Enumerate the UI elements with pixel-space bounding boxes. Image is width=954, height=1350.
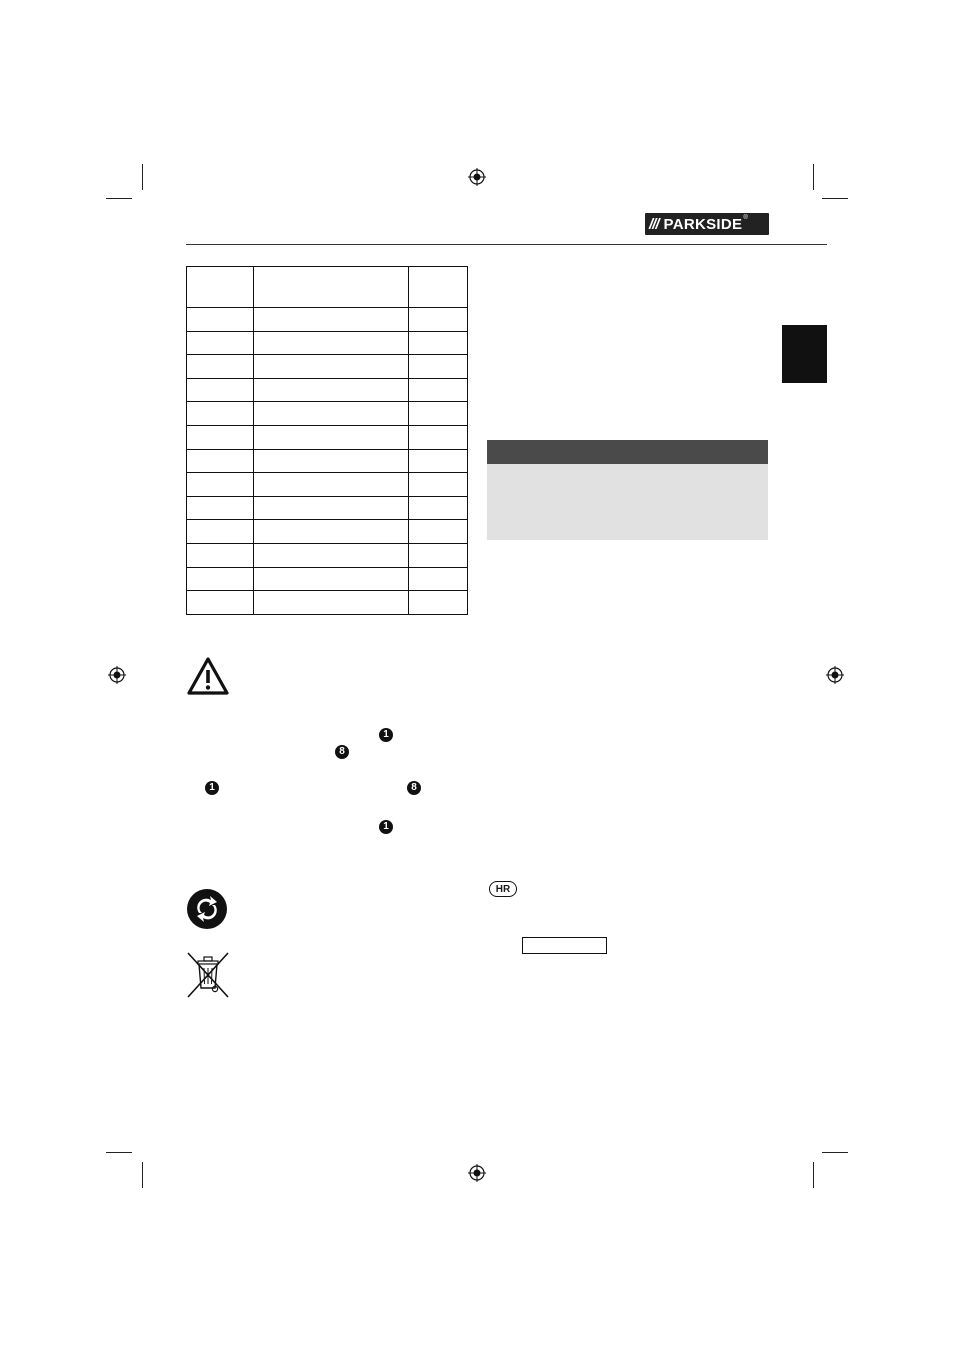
table-cell <box>187 496 254 520</box>
table-cell <box>254 520 409 544</box>
table-cell <box>187 378 254 402</box>
table-row <box>187 591 468 615</box>
table-cell <box>187 331 254 355</box>
language-badge-hr: HR <box>489 881 517 897</box>
table-cell <box>254 473 409 497</box>
note-box-body <box>487 464 768 540</box>
crop-mark <box>106 198 132 199</box>
logo-trademark: ® <box>743 215 748 221</box>
crossed-out-wheelie-bin-icon <box>186 951 230 1004</box>
table-cell <box>409 355 468 379</box>
registration-mark-icon <box>468 1164 486 1182</box>
table-cell <box>409 378 468 402</box>
language-side-tab <box>782 325 827 383</box>
table-header-cell <box>254 267 409 308</box>
table-cell <box>254 308 409 332</box>
table-cell <box>254 355 409 379</box>
table-cell <box>409 449 468 473</box>
marker-number-1: 1 <box>379 728 393 742</box>
table-cell <box>254 544 409 568</box>
table-row <box>187 402 468 426</box>
empty-text-box <box>522 937 607 954</box>
table-cell <box>254 496 409 520</box>
table-cell <box>254 449 409 473</box>
table-cell <box>254 426 409 450</box>
table-row <box>187 378 468 402</box>
warning-triangle-icon <box>186 656 230 701</box>
crop-mark <box>106 1152 132 1153</box>
crop-mark <box>822 198 848 199</box>
table-cell <box>187 567 254 591</box>
table-header-row <box>187 267 468 308</box>
table-cell <box>409 591 468 615</box>
marker-number-8: 8 <box>335 745 349 759</box>
note-box-header <box>487 440 768 464</box>
table-row <box>187 426 468 450</box>
crop-mark <box>813 164 814 190</box>
table-header-cell <box>409 267 468 308</box>
crop-mark <box>822 1152 848 1153</box>
table-row <box>187 355 468 379</box>
logo-slashes: /// <box>649 215 659 233</box>
table-cell <box>187 520 254 544</box>
crop-mark <box>813 1162 814 1188</box>
table-cell <box>409 308 468 332</box>
crop-mark <box>142 1162 143 1188</box>
table-row <box>187 567 468 591</box>
header-rule <box>186 244 827 245</box>
table-row <box>187 308 468 332</box>
table-cell <box>409 520 468 544</box>
table-cell <box>409 426 468 450</box>
parts-table <box>186 266 468 615</box>
table-cell <box>409 496 468 520</box>
registration-mark-icon <box>826 666 844 684</box>
table-row <box>187 473 468 497</box>
table-cell <box>187 426 254 450</box>
marker-number-1: 1 <box>379 820 393 834</box>
registration-mark-icon <box>108 666 126 684</box>
table-cell <box>254 378 409 402</box>
table-header-cell <box>187 267 254 308</box>
table-cell <box>187 402 254 426</box>
table-cell <box>254 567 409 591</box>
table-cell <box>187 473 254 497</box>
table-cell <box>409 473 468 497</box>
table-cell <box>409 331 468 355</box>
table-row <box>187 544 468 568</box>
marker-number-8: 8 <box>407 781 421 795</box>
table-cell <box>187 355 254 379</box>
crop-mark <box>142 164 143 190</box>
table-cell <box>187 591 254 615</box>
parkside-logo <box>645 213 769 235</box>
table-cell <box>409 544 468 568</box>
table-row <box>187 496 468 520</box>
registration-mark-icon <box>468 168 486 186</box>
table-cell <box>409 567 468 591</box>
table-row <box>187 520 468 544</box>
table-cell <box>187 308 254 332</box>
table-row <box>187 331 468 355</box>
table-cell <box>187 544 254 568</box>
table-cell <box>254 591 409 615</box>
table-cell <box>254 402 409 426</box>
logo-text: PARKSIDE <box>663 215 743 233</box>
table-cell <box>409 402 468 426</box>
table-cell <box>187 449 254 473</box>
table-row <box>187 449 468 473</box>
table-cell <box>254 331 409 355</box>
green-dot-recycling-icon <box>186 888 228 935</box>
marker-number-1: 1 <box>205 781 219 795</box>
